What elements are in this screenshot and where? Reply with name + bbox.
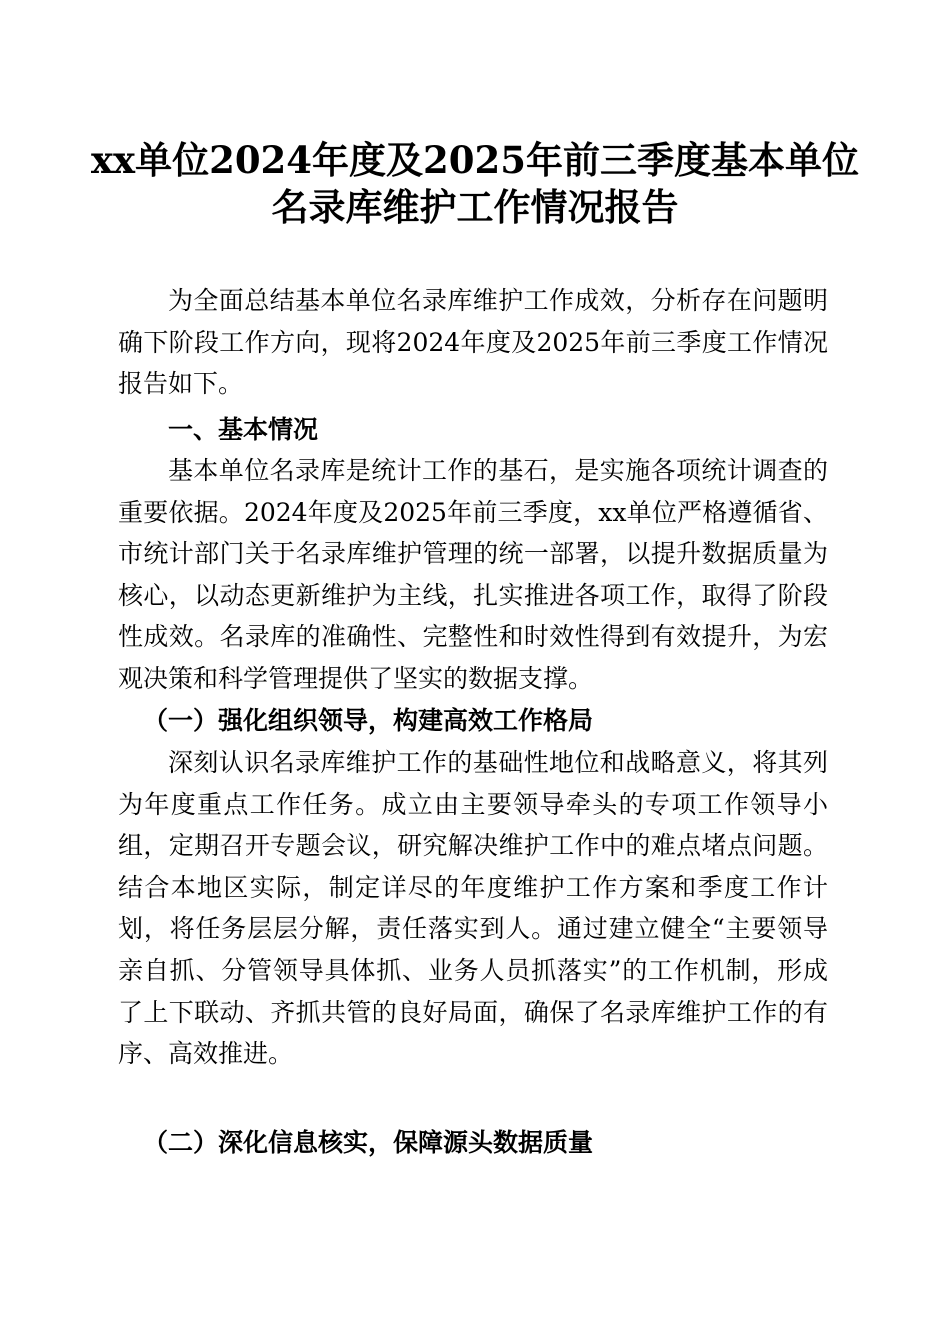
subsection-heading-1: （一）强化组织领导，构建高效工作格局	[143, 706, 594, 735]
subsection-1-paragraph: 深刻认识名录库维护工作的基础性地位和战略意义，将其列为年度重点工作任务。成立由主要领导牵头的专项工作领导小组，定期召开专题会议，研究解决维护工作中的难点堵点问题。结合本地区实际，制定详尽的年度维护工作方案和季度工作计划，将任务层层分解，责任落实到人。通过建立健全“主要领导亲自抓、分管领导具体抓、业务人员抓落实”的工作机制，形成了上下联动、齐抓共管的良好局面，确保了名录库维护工作的有序、高效推进。	[118, 748, 828, 1069]
section-heading-basic-situation: 一、基本情况	[168, 415, 319, 444]
document-title-line-2: 名录库维护工作情况报告	[271, 185, 679, 229]
intro-paragraph: 为全面总结基本单位名录库维护工作成效，分析存在问题明确下阶段工作方向，现将2024年度及2025年前三季度工作情况报告如下。	[118, 286, 828, 399]
basic-situation-paragraph: 基本单位名录库是统计工作的基石，是实施各项统计调查的重要依据。2024年度及2025年前三季度，xx单位严格遵循省、市统计部门关于名录库维护管理的统一部署，以提升数据质量为核心，以动态更新维护为主线，扎实推进各项工作，取得了阶段性成效。名录库的准确性、完整性和时效性得到有效提升，为宏观决策和科学管理提供了坚实的数据支撑。	[118, 456, 828, 693]
document-title-line-1: xx单位2024年度及2025年前三季度基本单位	[90, 138, 860, 182]
subsection-heading-2: （二）深化信息核实，保障源头数据质量	[143, 1128, 594, 1157]
